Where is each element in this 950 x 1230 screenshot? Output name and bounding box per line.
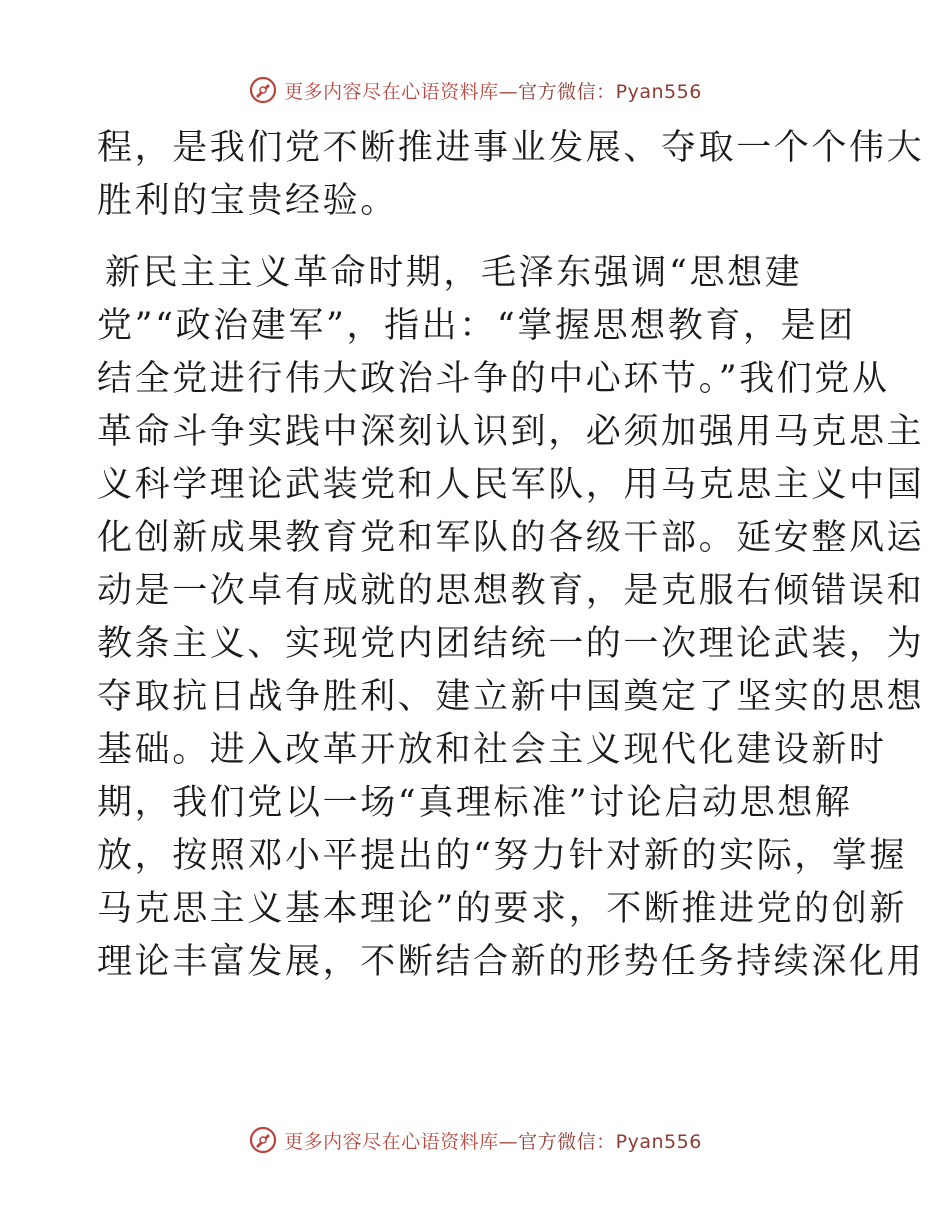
brand-logo-icon xyxy=(248,75,278,105)
header-banner xyxy=(0,70,950,110)
banner-sub-text: 官方微信：Pyan556 xyxy=(518,80,702,103)
text-line: 基础。进入改革开放和社会主义现代化建设新时 xyxy=(97,730,887,770)
text-line: 动是一次卓有成就的思想教育，是克服右倾错误和 xyxy=(97,571,925,611)
text-line: 胜利的宝贵经验。 xyxy=(97,181,398,221)
paragraph-2 xyxy=(97,247,925,989)
text-line: 理论丰富发展，不断结合新的形势任务持续深化用 xyxy=(97,942,925,982)
text-line: 教条主义、实现党内团结统一的一次理论武装，为 xyxy=(97,624,925,664)
text-line: 新民主主义革命时期，毛泽东强调“思想建 xyxy=(105,253,803,293)
document-body xyxy=(97,122,925,989)
banner-sub-text: 官方微信：Pyan556 xyxy=(518,1130,702,1153)
text-line: 结全党进行伟大政治斗争的中心环节。”我们党从 xyxy=(97,359,890,399)
text-line: 革命斗争实践中深刻认识到，必须加强用马克思主 xyxy=(97,412,925,452)
banner-text xyxy=(284,1127,702,1154)
text-line: 党”“政治建军”，指出：“掌握思想教育，是团 xyxy=(97,306,856,346)
text-line: 马克思主义基本理论”的要求，不断推进党的创新 xyxy=(97,889,908,929)
banner-separator: — xyxy=(498,1130,519,1153)
banner-text xyxy=(284,77,702,104)
banner-main-text: 更多内容尽在心语资料库 xyxy=(284,80,499,103)
text-line: 程，是我们党不断推进事业发展、夺取一个个伟大 xyxy=(97,128,925,168)
footer-banner xyxy=(0,1120,950,1160)
banner-separator: — xyxy=(498,80,519,103)
banner-main-text: 更多内容尽在心语资料库 xyxy=(284,1130,499,1153)
brand-logo-icon xyxy=(248,1125,278,1155)
paragraph-1 xyxy=(97,122,925,228)
text-line: 义科学理论武装党和人民军队，用马克思主义中国 xyxy=(97,465,925,505)
text-line: 夺取抗日战争胜利、建立新中国奠定了坚实的思想 xyxy=(97,677,925,717)
text-line: 放，按照邓小平提出的“努力针对新的实际，掌握 xyxy=(97,836,908,876)
text-line: 期，我们党以一场“真理标准”讨论启动思想解 xyxy=(97,783,853,823)
text-line: 化创新成果教育党和军队的各级干部。延安整风运 xyxy=(97,518,925,558)
